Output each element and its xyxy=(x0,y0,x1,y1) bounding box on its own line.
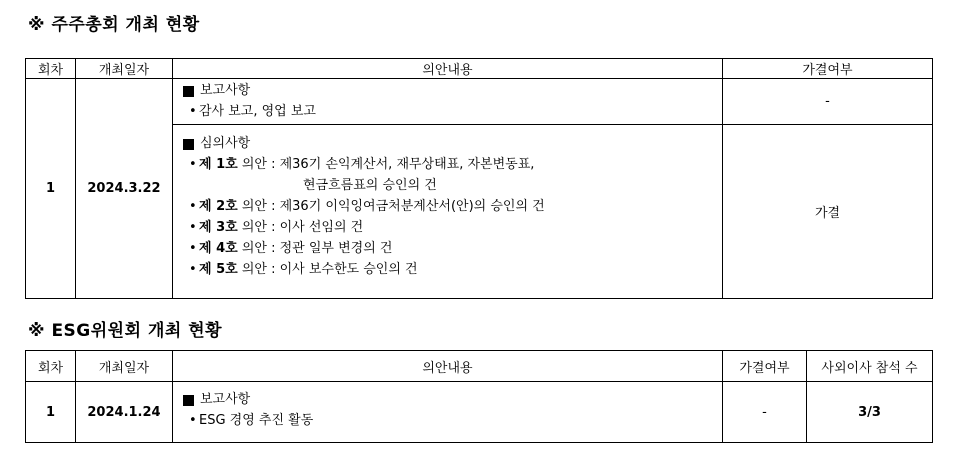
report-agenda-cell xyxy=(173,79,723,125)
report-result-cell: - xyxy=(723,79,933,125)
shareholders-meeting-title: ※ 주주총회 개최 현황 xyxy=(28,15,200,35)
header-date: 개최일자 xyxy=(76,59,173,79)
list-item: • 제 3호 의안 : 이사 선임의 건 xyxy=(183,217,722,238)
header-round: 회차 xyxy=(26,59,76,79)
deliberation-result-cell: 가결 xyxy=(723,125,933,299)
list-item: • 제 5호 의안 : 이사 보수한도 승인의 건 xyxy=(183,259,722,280)
header-result: 가결여부 xyxy=(723,59,933,79)
deliberation-heading: 심의사항 xyxy=(183,134,722,154)
report-agenda-cell xyxy=(173,382,723,443)
bullet-icon: • xyxy=(189,220,197,235)
black-square-icon xyxy=(183,139,194,150)
report-heading: 보고사항 xyxy=(183,81,722,101)
table-row xyxy=(26,79,933,125)
header-agenda: 의안내용 xyxy=(173,59,723,79)
deliberation-agenda-cell xyxy=(173,125,723,299)
attendance-cell: 3/3 xyxy=(807,382,933,443)
bullet-icon: • xyxy=(189,262,197,277)
esg-committee-title: ※ ESG위원회 개최 현황 xyxy=(28,321,223,341)
table-header-row xyxy=(26,59,933,79)
bullet-icon: • xyxy=(189,413,197,428)
bullet-icon: • xyxy=(189,241,197,256)
list-item: • 제 1호 의안 : 제36기 손익계산서, 재무상태표, 자본변동표, xyxy=(183,154,722,175)
bullet-icon: • xyxy=(189,199,197,214)
result-cell: - xyxy=(723,382,807,443)
header-result: 가결여부 xyxy=(723,351,807,382)
list-item: • ESG 경영 추진 활동 xyxy=(183,410,722,431)
date-cell: 2024.1.24 xyxy=(76,382,173,443)
table-header-row xyxy=(26,351,933,382)
black-square-icon xyxy=(183,395,194,406)
header-round: 회차 xyxy=(26,351,76,382)
list-item: • 제 4호 의안 : 정관 일부 변경의 건 xyxy=(183,238,722,259)
report-heading: 보고사항 xyxy=(183,390,722,410)
shareholders-meeting-table xyxy=(25,58,933,299)
black-square-icon xyxy=(183,86,194,97)
round-cell: 1 xyxy=(26,79,76,299)
header-date: 개최일자 xyxy=(76,351,173,382)
round-cell: 1 xyxy=(26,382,76,443)
header-agenda: 의안내용 xyxy=(173,351,723,382)
header-attendance: 사외이사 참석 수 xyxy=(807,351,933,382)
list-item-continuation: 현금흐름표의 승인의 건 xyxy=(303,178,437,193)
table-row xyxy=(26,382,933,443)
date-cell: 2024.3.22 xyxy=(76,79,173,299)
bullet-icon: • xyxy=(189,104,197,119)
list-item: • 제 2호 의안 : 제36기 이익잉여금처분계산서(안)의 승인의 건 xyxy=(183,196,722,217)
list-item: • 감사 보고, 영업 보고 xyxy=(183,101,722,122)
esg-committee-table xyxy=(25,350,933,443)
bullet-icon: • xyxy=(189,157,197,172)
